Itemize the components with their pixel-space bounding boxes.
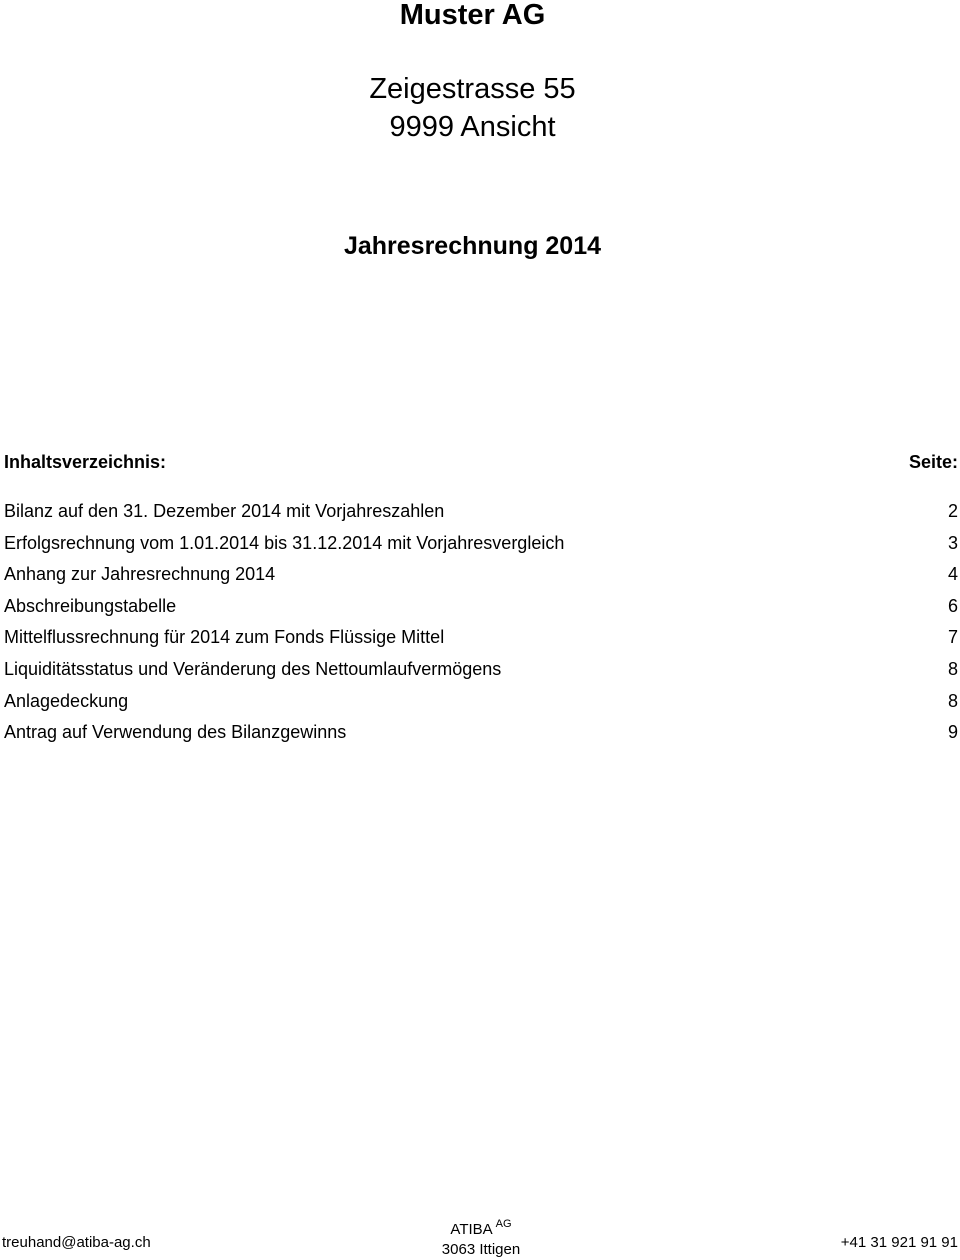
toc-entry [4, 562, 958, 594]
toc-page-heading: Seite: [908, 452, 958, 472]
toc-entry-page: 2 [947, 501, 958, 521]
toc-entry [4, 594, 958, 626]
toc-entry [4, 689, 958, 721]
toc-header [4, 450, 958, 474]
toc-list [4, 499, 958, 752]
footer-company [400, 1214, 562, 1260]
footer-location: 3063 Ittigen [441, 1241, 521, 1258]
toc-entry-page: 8 [947, 658, 958, 679]
toc-entry-page: 3 [947, 532, 958, 553]
toc-entry-label: Erfolgsrechnung vom 1.01.2014 bis 31.12.2014 mit Vorjahresvergleich [4, 532, 565, 553]
toc-entry-page: 7 [947, 627, 958, 648]
toc-entry [4, 625, 958, 657]
toc-entry [4, 657, 958, 689]
toc-entry-label: Abschreibungstabelle [4, 595, 177, 616]
footer-brand-name: ATIBA [450, 1221, 493, 1238]
address-city: 9999 Ansicht [389, 111, 556, 143]
toc-entry-page: 6 [947, 595, 958, 616]
toc-entry [4, 531, 958, 563]
toc-entry-label: Mittelflussrechnung für 2014 zum Fonds Flüssige Mittel [4, 627, 445, 648]
footer-brand-suffix: AG [495, 1218, 512, 1230]
footer-email: treuhand@atiba-ag.ch [2, 1234, 151, 1251]
toc-entry-page: 4 [947, 564, 958, 585]
toc-entry-label: Anhang zur Jahresrechnung 2014 [4, 564, 276, 585]
address-street: Zeigestrasse 55 [369, 73, 576, 105]
company-address [0, 70, 945, 146]
toc-entry-label: Bilanz auf den 31. Dezember 2014 mit Vorjahreszahlen [4, 501, 445, 521]
toc-entry-label: Liquiditätsstatus und Veränderung des Nettoumlaufvermögens [4, 658, 502, 679]
footer-brand [400, 1214, 562, 1240]
footer-phone: +41 31 921 91 91 [840, 1234, 958, 1251]
toc-entry-label: Antrag auf Verwendung des Bilanzgewinns [4, 722, 347, 743]
toc-entry-label: Anlagedeckung [4, 690, 129, 711]
toc-entry [4, 499, 958, 531]
page-footer [0, 1208, 960, 1258]
toc-heading: Inhaltsverzeichnis: [4, 452, 167, 472]
company-name: Muster AG [399, 0, 546, 31]
toc-entry [4, 720, 958, 752]
document-title: Jahresrechnung 2014 [343, 232, 602, 260]
toc-entry-page: 8 [947, 690, 958, 711]
toc-entry-page: 9 [947, 722, 958, 743]
